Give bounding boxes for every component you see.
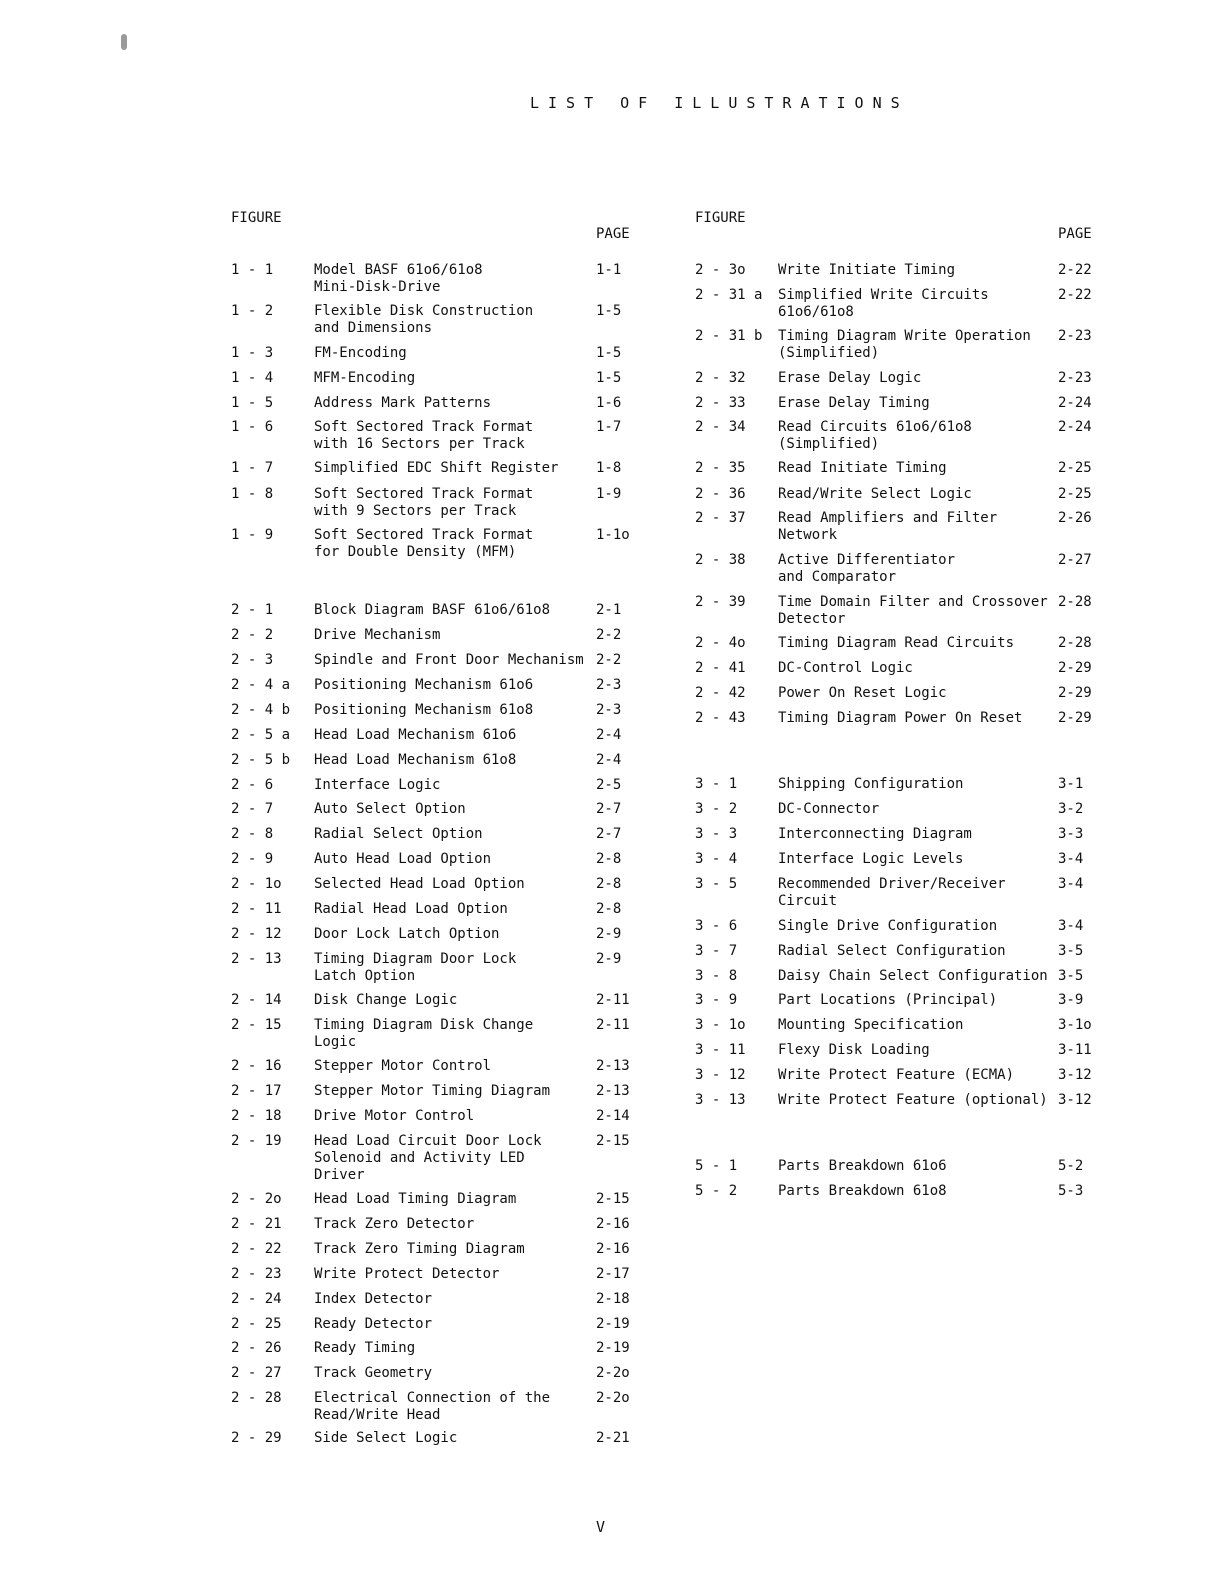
figure-page: 3-4: [1058, 876, 1084, 892]
figure-title: Door Lock Latch Option: [314, 926, 500, 942]
page-title: LIST OF ILLUSTRATIONS: [530, 94, 909, 112]
figure-page: 1-9: [596, 486, 622, 502]
figure-title: Positioning Mechanism 61o8: [314, 702, 534, 718]
figure-title: Stepper Motor Control: [314, 1058, 492, 1074]
figure-title: Disk Change Logic: [314, 992, 458, 1008]
figure-number: 2 - 39: [695, 594, 746, 610]
figure-page: 1-1: [596, 262, 622, 278]
figure-page: 2-2: [596, 627, 622, 643]
figure-page: 3-4: [1058, 851, 1084, 867]
figure-number: 2 - 11: [231, 901, 282, 917]
figure-number: 3 - 2: [695, 801, 738, 817]
figure-number: 3 - 1: [695, 776, 738, 792]
left-column-header: [231, 194, 630, 258]
figure-number: 2 - 4 b: [231, 702, 291, 718]
figure-page: 2-16: [596, 1241, 630, 1257]
figure-title: Electrical Connection of the Read/Write Head: [314, 1390, 551, 1423]
figure-number: 2 - 3: [231, 652, 274, 668]
figure-number: 2 - 31 b: [695, 328, 763, 344]
figure-number: 2 - 13: [231, 951, 282, 967]
figure-title: Simplified EDC Shift Register: [314, 460, 559, 476]
figure-title: Single Drive Configuration: [778, 918, 998, 934]
figure-title: Flexible Disk Construction and Dimensions: [314, 303, 534, 336]
figure-number: 3 - 8: [695, 968, 738, 984]
figure-page: 2-29: [1058, 710, 1092, 726]
figure-page: 2-3: [596, 702, 622, 718]
figure-page: 1-5: [596, 303, 622, 319]
figure-page: 1-7: [596, 419, 622, 435]
figure-title: Interconnecting Diagram: [778, 826, 972, 842]
figure-title: Read/Write Select Logic: [778, 486, 972, 502]
figure-number: 2 - 25: [231, 1316, 282, 1332]
figure-header: FIGURE: [695, 210, 746, 226]
figure-title: Block Diagram BASF 61o6/61o8: [314, 602, 551, 618]
figure-title: Radial Select Option: [314, 826, 483, 842]
figure-title: Part Locations (Principal): [778, 992, 998, 1008]
figure-number: 3 - 5: [695, 876, 738, 892]
figure-number: 2 - 43: [695, 710, 746, 726]
figure-number: 2 - 18: [231, 1108, 282, 1124]
figure-title: Auto Head Load Option: [314, 851, 492, 867]
figure-number: 3 - 9: [695, 992, 738, 1008]
figure-title: Daisy Chain Select Configuration: [778, 968, 1048, 984]
figure-page: 1-5: [596, 370, 622, 386]
figure-page: 2-11: [596, 992, 630, 1008]
figure-page: 1-1o: [596, 527, 630, 543]
figure-number: 2 - 27: [231, 1365, 282, 1381]
figure-number: 2 - 31 a: [695, 287, 763, 303]
figure-page: 2-15: [596, 1191, 630, 1207]
figure-number: 2 - 2: [231, 627, 274, 643]
figure-number: 2 - 19: [231, 1133, 282, 1149]
figure-page: 2-2: [596, 652, 622, 668]
figure-number: 1 - 5: [231, 395, 274, 411]
figure-title: Timing Diagram Power On Reset: [778, 710, 1023, 726]
figure-number: 2 - 17: [231, 1083, 282, 1099]
figure-number: 3 - 1o: [695, 1017, 746, 1033]
figure-number: 1 - 8: [231, 486, 274, 502]
figure-number: 2 - 4o: [695, 635, 746, 651]
figure-page: 3-5: [1058, 968, 1084, 984]
figure-page: 3-12: [1058, 1092, 1092, 1108]
figure-title: Time Domain Filter and Crossover Detector: [778, 594, 1048, 627]
figure-number: 3 - 11: [695, 1042, 746, 1058]
figure-page: 2-21: [596, 1430, 630, 1446]
figure-page: 2-24: [1058, 395, 1092, 411]
figure-number: 1 - 9: [231, 527, 274, 543]
figure-number: 1 - 4: [231, 370, 274, 386]
figure-title: DC-Control Logic: [778, 660, 913, 676]
figure-page: 2-1: [596, 602, 622, 618]
figure-page: 3-3: [1058, 826, 1084, 842]
figure-page: 3-1: [1058, 776, 1084, 792]
figure-page: 2-19: [596, 1316, 630, 1332]
figure-page: 2-15: [596, 1133, 630, 1149]
figure-title: Power On Reset Logic: [778, 685, 947, 701]
figure-page: 2-4: [596, 727, 622, 743]
figure-title: Active Differentiator and Comparator: [778, 552, 956, 585]
figure-page: 2-11: [596, 1017, 630, 1033]
figure-page: 2-8: [596, 876, 622, 892]
figure-number: 2 - 37: [695, 510, 746, 526]
figure-title: Write Protect Feature (ECMA): [778, 1067, 1015, 1083]
figure-number: 2 - 35: [695, 460, 746, 476]
figure-title: Index Detector: [314, 1291, 433, 1307]
figure-number: 2 - 41: [695, 660, 746, 676]
figure-title: Timing Diagram Write Operation (Simplified): [778, 328, 1031, 361]
figure-number: 2 - 8: [231, 826, 274, 842]
figure-number: 2 - 12: [231, 926, 282, 942]
figure-number: 2 - 28: [231, 1390, 282, 1406]
figure-title: Simplified Write Circuits 61o6/61o8: [778, 287, 989, 320]
figure-title: Soft Sectored Track Format with 16 Sectors per Track: [314, 419, 534, 452]
figure-number: 2 - 4 a: [231, 677, 291, 693]
figure-page: 2-29: [1058, 660, 1092, 676]
figure-title: Stepper Motor Timing Diagram: [314, 1083, 551, 1099]
figure-title: Head Load Mechanism 61o6: [314, 727, 517, 743]
page-number: V: [596, 1518, 606, 1536]
figure-page: 3-9: [1058, 992, 1084, 1008]
figure-number: 2 - 29: [231, 1430, 282, 1446]
figure-number: 1 - 2: [231, 303, 274, 319]
figure-page: 2-28: [1058, 635, 1092, 651]
figure-title: Write Protect Feature (optional): [778, 1092, 1048, 1108]
figure-number: 3 - 13: [695, 1092, 746, 1108]
figure-page: 2-17: [596, 1266, 630, 1282]
figure-title: Flexy Disk Loading: [778, 1042, 930, 1058]
figure-number: 2 - 5 b: [231, 752, 291, 768]
figure-title: FM-Encoding: [314, 345, 407, 361]
figure-title: Write Protect Detector: [314, 1266, 500, 1282]
figure-title: Head Load Circuit Door Lock Solenoid and Activity LED Driver: [314, 1133, 542, 1183]
figure-title: Parts Breakdown 61o8: [778, 1183, 947, 1199]
figure-page: 2-22: [1058, 287, 1092, 303]
figure-title: Positioning Mechanism 61o6: [314, 677, 534, 693]
figure-number: 1 - 1: [231, 262, 274, 278]
figure-title: Drive Motor Control: [314, 1108, 475, 1124]
figure-title: Read Amplifiers and Filter Network: [778, 510, 998, 543]
figure-title: Read Initiate Timing: [778, 460, 947, 476]
figure-page: 5-3: [1058, 1183, 1084, 1199]
figure-number: 2 - 21: [231, 1216, 282, 1232]
figure-page: 2-3: [596, 677, 622, 693]
figure-title: Erase Delay Timing: [778, 395, 930, 411]
figure-title: Track Zero Timing Diagram: [314, 1241, 525, 1257]
figure-title: DC-Connector: [778, 801, 880, 817]
figure-title: Model BASF 61o6/61o8 Mini-Disk-Drive: [314, 262, 483, 295]
figure-title: Drive Mechanism: [314, 627, 441, 643]
figure-number: 3 - 6: [695, 918, 738, 934]
figure-page: 2-29: [1058, 685, 1092, 701]
figure-title: Recommended Driver/Receiver Circuit: [778, 876, 1006, 909]
figure-page: 2-5: [596, 777, 622, 793]
figure-number: 2 - 33: [695, 395, 746, 411]
figure-page: 2-19: [596, 1340, 630, 1356]
figure-title: MFM-Encoding: [314, 370, 416, 386]
figure-title: Head Load Mechanism 61o8: [314, 752, 517, 768]
figure-title: Radial Select Configuration: [778, 943, 1006, 959]
figure-number: 2 - 1: [231, 602, 274, 618]
figure-number: 2 - 26: [231, 1340, 282, 1356]
figure-number: 5 - 2: [695, 1183, 738, 1199]
figure-page: 1-6: [596, 395, 622, 411]
figure-page: 2-14: [596, 1108, 630, 1124]
figure-page: 3-11: [1058, 1042, 1092, 1058]
figure-page: 5-2: [1058, 1158, 1084, 1174]
figure-number: 2 - 2o: [231, 1191, 282, 1207]
figure-page: 2-26: [1058, 510, 1092, 526]
figure-number: 2 - 38: [695, 552, 746, 568]
figure-page: 3-2: [1058, 801, 1084, 817]
figure-title: Soft Sectored Track Format with 9 Sectors per Track: [314, 486, 534, 519]
page-header: PAGE: [1058, 226, 1092, 242]
figure-title: Interface Logic Levels: [778, 851, 964, 867]
scan-speck: [121, 34, 127, 50]
figure-number: 2 - 22: [231, 1241, 282, 1257]
figure-page: 2-25: [1058, 486, 1092, 502]
figure-page: 1-5: [596, 345, 622, 361]
figure-number: 2 - 9: [231, 851, 274, 867]
figure-number: 3 - 3: [695, 826, 738, 842]
figure-title: Selected Head Load Option: [314, 876, 525, 892]
figure-page: 2-28: [1058, 594, 1092, 610]
figure-title: Write Initiate Timing: [778, 262, 956, 278]
figure-page: 2-25: [1058, 460, 1092, 476]
figure-number: 3 - 7: [695, 943, 738, 959]
figure-number: 3 - 12: [695, 1067, 746, 1083]
figure-page: 2-27: [1058, 552, 1092, 568]
figure-number: 1 - 6: [231, 419, 274, 435]
figure-number: 2 - 5 a: [231, 727, 291, 743]
figure-number: 5 - 1: [695, 1158, 738, 1174]
figure-number: 2 - 34: [695, 419, 746, 435]
figure-page: 2-9: [596, 951, 622, 967]
figure-number: 2 - 1o: [231, 876, 282, 892]
figure-page: 2-9: [596, 926, 622, 942]
figure-page: 3-12: [1058, 1067, 1092, 1083]
figure-header: FIGURE: [231, 210, 282, 226]
figure-number: 2 - 15: [231, 1017, 282, 1033]
figure-page: 2-24: [1058, 419, 1092, 435]
figure-title: Spindle and Front Door Mechanism: [314, 652, 584, 668]
figure-title: Timing Diagram Read Circuits: [778, 635, 1015, 651]
figure-page: 2-7: [596, 826, 622, 842]
figure-page: 2-22: [1058, 262, 1092, 278]
figure-page: 2-16: [596, 1216, 630, 1232]
figure-number: 3 - 4: [695, 851, 738, 867]
figure-number: 1 - 3: [231, 345, 274, 361]
page-header: PAGE: [596, 226, 630, 242]
figure-title: Soft Sectored Track Format for Double Density (MFM): [314, 527, 534, 560]
right-column-header: [695, 194, 1092, 258]
figure-title: Parts Breakdown 61o6: [778, 1158, 947, 1174]
figure-number: 2 - 32: [695, 370, 746, 386]
figure-page: 3-1o: [1058, 1017, 1092, 1033]
figure-page: 2-18: [596, 1291, 630, 1307]
figure-page: 3-5: [1058, 943, 1084, 959]
figure-title: Mounting Specification: [778, 1017, 964, 1033]
figure-page: 2-2o: [596, 1390, 630, 1406]
figure-page: 2-13: [596, 1083, 630, 1099]
figure-title: Ready Detector: [314, 1316, 433, 1332]
figure-number: 2 - 7: [231, 801, 274, 817]
figure-page: 2-8: [596, 851, 622, 867]
figure-page: 2-13: [596, 1058, 630, 1074]
figure-title: Address Mark Patterns: [314, 395, 492, 411]
figure-page: 2-8: [596, 901, 622, 917]
figure-page: 2-23: [1058, 328, 1092, 344]
figure-title: Track Zero Detector: [314, 1216, 475, 1232]
figure-number: 2 - 14: [231, 992, 282, 1008]
figure-title: Shipping Configuration: [778, 776, 964, 792]
figure-number: 2 - 42: [695, 685, 746, 701]
figure-title: Timing Diagram Door Lock Latch Option: [314, 951, 517, 984]
figure-page: 2-4: [596, 752, 622, 768]
figure-page: 1-8: [596, 460, 622, 476]
figure-title: Track Geometry: [314, 1365, 433, 1381]
figure-title: Timing Diagram Disk Change Logic: [314, 1017, 534, 1050]
figure-title: Erase Delay Logic: [778, 370, 922, 386]
figure-title: Head Load Timing Diagram: [314, 1191, 517, 1207]
figure-title: Read Circuits 61o6/61o8 (Simplified): [778, 419, 972, 452]
figure-number: 2 - 3o: [695, 262, 746, 278]
figure-title: Interface Logic: [314, 777, 441, 793]
figure-number: 2 - 23: [231, 1266, 282, 1282]
figure-number: 2 - 16: [231, 1058, 282, 1074]
figure-number: 2 - 6: [231, 777, 274, 793]
figure-title: Side Select Logic: [314, 1430, 458, 1446]
figure-number: 2 - 36: [695, 486, 746, 502]
figure-page: 2-23: [1058, 370, 1092, 386]
figure-title: Ready Timing: [314, 1340, 416, 1356]
figure-page: 2-2o: [596, 1365, 630, 1381]
figure-page: 3-4: [1058, 918, 1084, 934]
figure-number: 1 - 7: [231, 460, 274, 476]
figure-title: Radial Head Load Option: [314, 901, 508, 917]
figure-title: Auto Select Option: [314, 801, 466, 817]
figure-number: 2 - 24: [231, 1291, 282, 1307]
figure-page: 2-7: [596, 801, 622, 817]
